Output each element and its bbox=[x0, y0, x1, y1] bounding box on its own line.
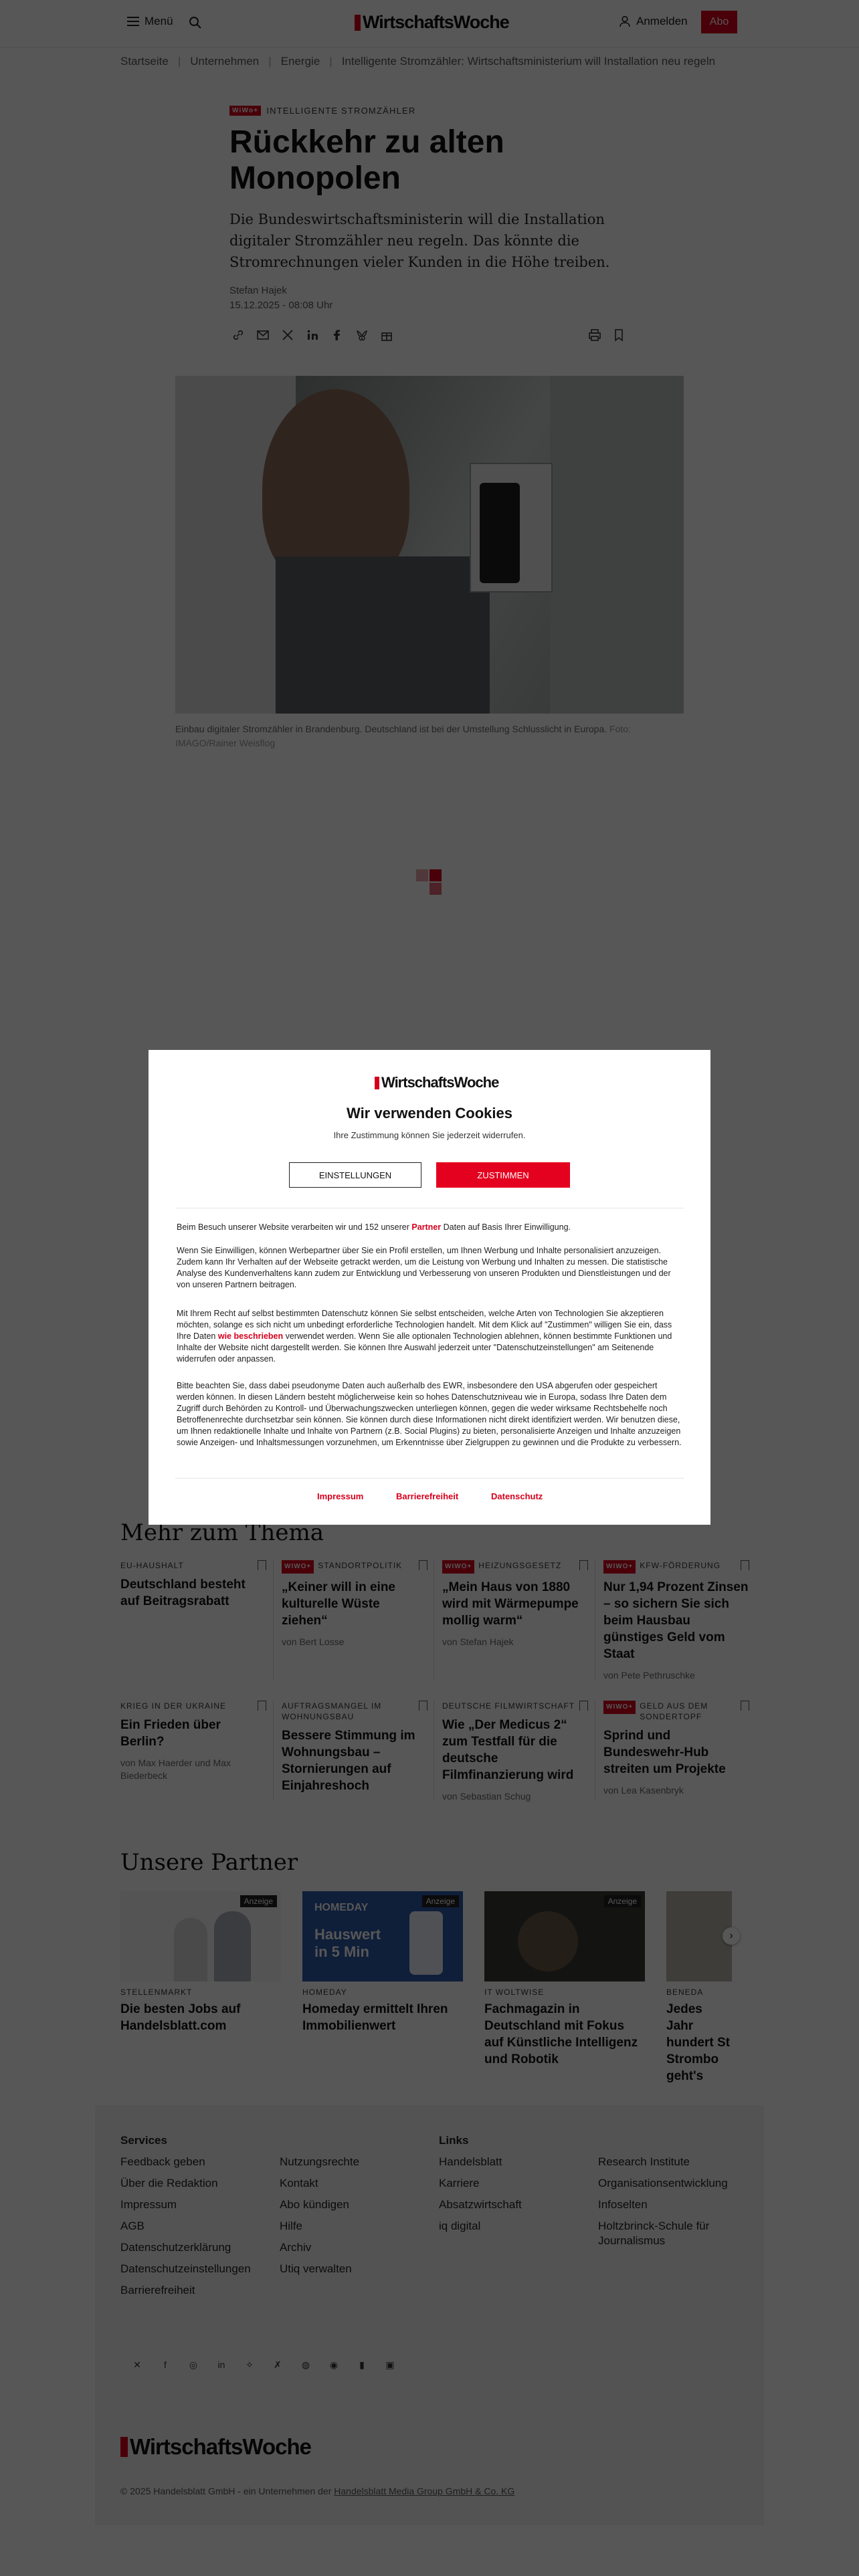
consent-subtitle: Ihre Zustimmung können Sie jederzeit widerrufen. bbox=[333, 1130, 526, 1140]
settings-button[interactable]: EINSTELLUNGEN bbox=[289, 1162, 421, 1188]
consent-paragraph: Beim Besuch unserer Website verarbeiten wir und 152 unserer Partner Daten auf Basis Ihrer Einwilligung. bbox=[177, 1222, 571, 1232]
consent-paragraph: Mit Ihrem Recht auf selbst bestimmten Datenschutz können Sie selbst entscheiden, welche Arten von Technologien Sie akzeptieren möchten, solange es sich nicht um unbedingt erforderliche Technologien handelt. Mit dem Klick auf "Zustimmen" willigen Sie ein, dass Ihre Daten wie beschrieben verwendet werden. Wenn Sie alle optionalen Technologien ablehnen, können bestimmte Funktionen und Inhalte der Website nicht dargestellt werden. Sie können Ihre Auswahl jederzeit unter "Datenschutzeinstellungen" am Seitenende widerrufen oder anpassen. bbox=[177, 1309, 672, 1364]
divider bbox=[175, 1478, 684, 1479]
logo-mark-icon bbox=[375, 1077, 379, 1089]
consent-paragraph: Bitte beachten Sie, dass dabei pseudonyme Daten auch außerhalb des EWR, insbesondere den USA abgerufen oder gespeichert werden können. In diesen Ländern besteht möglicherweise kein so hohes Datenschutzniveau wie in Europa, sodass Ihre Daten dem Zugriff durch Behörden zu Kontroll- und Überwachungszwecken unterliegen können, gegen die weder wirksame Rechtsbehelfe noch Betroffenenrechte durchsetzbar sein können. Sie können durch diese Informationen nicht direkt identifiziert werden. Wir benutzen diese, um Ihnen redaktionelle Inhalte und Inhalte von Partnern (z.B. Social Plugins) zu bieten, personalisierte Anzeigen und Inhalte anzuzeigen sowie Anzeigen- und Inhaltsmessungen vorzunehmen, um Erkenntnisse über Zielgruppen zu gewinnen und die Produkte zu verbessern. bbox=[177, 1381, 682, 1447]
partner-link[interactable]: Partner bbox=[411, 1222, 442, 1232]
consent-title: Wir verwenden Cookies bbox=[347, 1105, 512, 1121]
logo-text: WirtschaftsWoche bbox=[381, 1074, 499, 1091]
datenschutz-link[interactable]: Datenschutz bbox=[491, 1491, 543, 1501]
consent-paragraph: Wenn Sie Einwilligen, können Werbepartner über Sie ein Profil erstellen, um Ihnen Werbung und Inhalte personalisiert anzuzeigen. Zudem kann Ihr Verhalten auf der Webseite getrackt werden, um die Leistung von Werbung und Inhalten zu messen. Die statistische Analyse des Kundenverhaltens kann zudem zur Entwicklung und Verbesserung von unseren Produkten und Dienstleistungen und der von unseren Partnern beitragen. bbox=[177, 1246, 671, 1289]
cookie-consent-dialog bbox=[149, 1050, 710, 1525]
impressum-link[interactable]: Impressum bbox=[317, 1491, 364, 1501]
accept-button[interactable]: ZUSTIMMEN bbox=[436, 1162, 570, 1188]
barrierefreiheit-link[interactable]: Barrierefreiheit bbox=[396, 1491, 459, 1501]
described-link[interactable]: wie beschrieben bbox=[217, 1331, 284, 1341]
consent-logo bbox=[375, 1074, 498, 1091]
